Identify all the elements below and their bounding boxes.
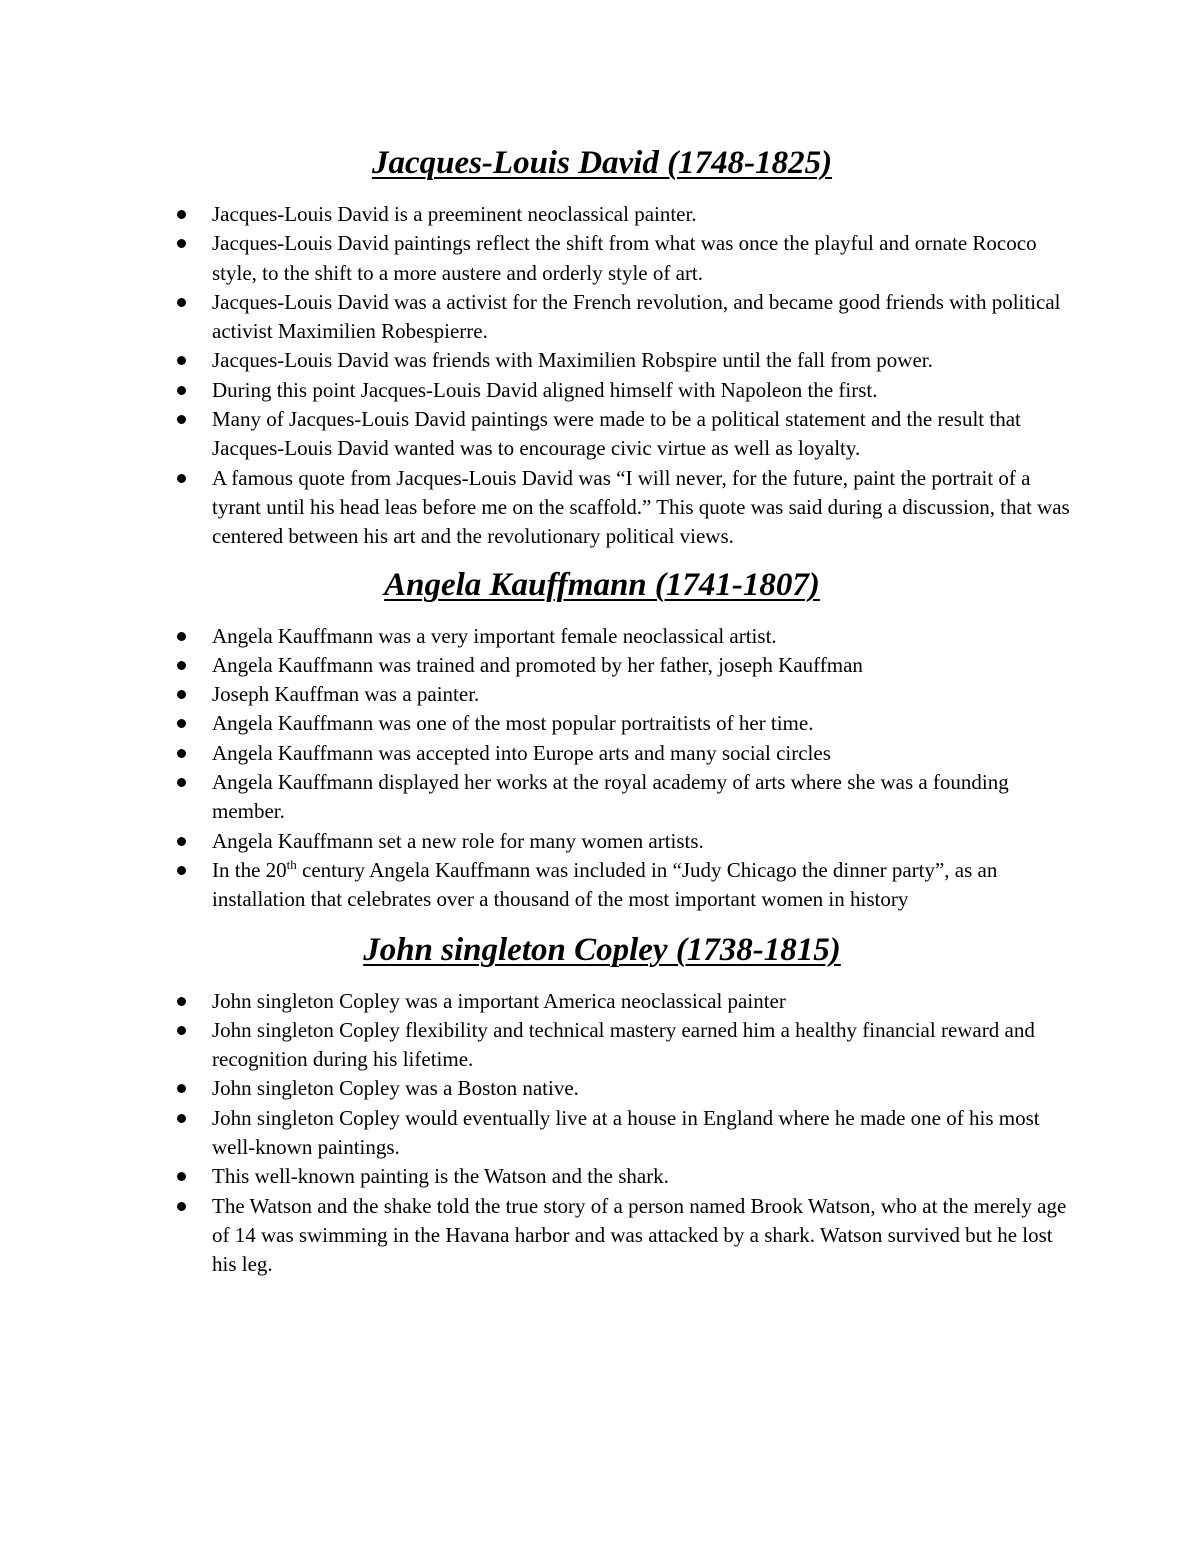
- list-item: [172, 1162, 1072, 1191]
- list-item: [172, 346, 1072, 375]
- section-title: Angela Kauffmann (1741-1807): [384, 566, 820, 603]
- bullet-icon: [177, 298, 186, 307]
- bullet-icon: [177, 1084, 186, 1093]
- list-item: [172, 464, 1072, 552]
- list-item: [172, 680, 1072, 709]
- list-item-text: Jacques-Louis David was a activist for the French revolution, and became good friends with political activist Maximilien Robespierre.: [212, 289, 1061, 344]
- list-item-text-end: century Angela Kauffmann was included in “Judy Chicago the dinner party”, as an installation that celebrates over a thousand of the most important women in history: [212, 857, 998, 912]
- list-item-text: Jacques-Louis David is a preeminent neoclassical painter.: [212, 202, 697, 226]
- list-item-text: John singleton Copley was a Boston native.: [212, 1076, 579, 1101]
- list-item-text: Angela Kauffmann displayed her works at the royal academy of arts where she was a founding member.: [212, 770, 1009, 824]
- bullet-icon: [177, 749, 186, 758]
- list-item-text: Jacques-Louis David was friends with Maximilien Robspire until the fall from power.: [212, 348, 933, 373]
- section-angela-kauffmann: [172, 562, 1072, 915]
- list-item-text: The Watson and the shake told the true story of a person named Brook Watson, who at the merely age of 14 was swimming in the Havana harbor and was attacked by a shark. Watson survived but he lost his leg.: [212, 1193, 1067, 1277]
- bullet-icon: [177, 997, 186, 1006]
- list-item: [172, 1192, 1072, 1280]
- bullet-icon: [177, 210, 186, 219]
- bullet-icon: [177, 1114, 186, 1123]
- bullet-icon: [177, 1202, 186, 1211]
- list-item: [172, 987, 1072, 1016]
- bullet-icon: [177, 1172, 186, 1181]
- list-item: [172, 1104, 1072, 1163]
- bullet-icon: [177, 632, 186, 641]
- list-item-text-start: In the 20: [212, 857, 287, 882]
- list-item: [172, 827, 1072, 856]
- list-item: [172, 376, 1072, 405]
- bullet-icon: [177, 866, 186, 875]
- bullet-icon: [177, 239, 186, 248]
- list-item: [172, 709, 1072, 738]
- list-item: [172, 1074, 1072, 1103]
- list-item: [172, 288, 1072, 347]
- list-item: [172, 200, 1072, 229]
- section-jacques-louis-david: [172, 140, 1072, 552]
- list-item-text: [212, 858, 997, 911]
- document-content: [172, 140, 1072, 1280]
- list-item-text: John singleton Copley was a important America neoclassical painter: [212, 988, 786, 1013]
- bullet-icon: [177, 386, 186, 395]
- section-title: Jacques-Louis David (1748-1825): [371, 145, 833, 181]
- list-item-text: This well-known painting is the Watson and the shark.: [212, 1164, 669, 1189]
- list-item-text: Angela Kauffmann set a new role for many women artists.: [212, 828, 704, 853]
- bullet-icon: [177, 719, 186, 728]
- list-item-text: Angela Kauffmann was one of the most popular portraitists of her time.: [212, 711, 814, 736]
- bullet-icon: [177, 661, 186, 670]
- ordinal-suffix: th: [286, 856, 297, 872]
- bullet-list: [172, 622, 1072, 915]
- bullet-icon: [177, 474, 186, 483]
- list-item: [172, 651, 1072, 680]
- list-item-text: John singleton Copley would eventually live at a house in England where he made one of his most well-known paintings.: [212, 1105, 1040, 1160]
- bullet-icon: [177, 837, 186, 846]
- list-item: [172, 405, 1072, 464]
- list-item-text: Angela Kauffmann was a very important female neoclassical artist.: [212, 623, 777, 648]
- list-item: [172, 739, 1072, 768]
- list-item-text: Angela Kauffmann was trained and promoted by her father, joseph Kauffman: [212, 652, 863, 677]
- bullet-list: [172, 200, 1072, 552]
- list-item-text: Angela Kauffmann was accepted into Europe arts and many social circles: [212, 740, 831, 765]
- list-item-text: A famous quote from Jacques-Louis David was “I will never, for the future, paint the portrait of a tyrant until his head leas before me on the scaffold.” This quote was said during a discussion, that was centered between his art and the revolutionary political views.: [212, 465, 1070, 549]
- bullet-icon: [177, 690, 186, 699]
- list-item: [172, 856, 1072, 915]
- list-item-text: John singleton Copley flexibility and technical mastery earned him a healthy financial reward and recognition during his lifetime.: [212, 1017, 1035, 1072]
- bullet-icon: [177, 356, 186, 365]
- section-title: John singleton Copley (1738-1815): [363, 931, 841, 968]
- list-item-text: Joseph Kauffman was a painter.: [212, 682, 480, 707]
- section-john-singleton-copley: [172, 927, 1072, 1280]
- list-item-text: During this point Jacques-Louis David aligned himself with Napoleon the first.: [212, 377, 878, 402]
- list-item: [172, 768, 1072, 827]
- bullet-icon: [177, 778, 186, 787]
- bullet-icon: [177, 1026, 186, 1035]
- list-item: [172, 1016, 1072, 1075]
- bullet-list: [172, 987, 1072, 1280]
- list-item-text: Many of Jacques-Louis David paintings were made to be a political statement and the result that Jacques-Louis David wanted was to encourage civic virtue as well as loyalty.: [212, 407, 1021, 461]
- list-item-text: Jacques-Louis David paintings reflect the shift from what was once the playful and ornate Rococo style, to the shift to a more austere and orderly style of art.: [212, 231, 1037, 285]
- bullet-icon: [177, 415, 186, 424]
- list-item: [172, 229, 1072, 288]
- list-item: [172, 622, 1072, 651]
